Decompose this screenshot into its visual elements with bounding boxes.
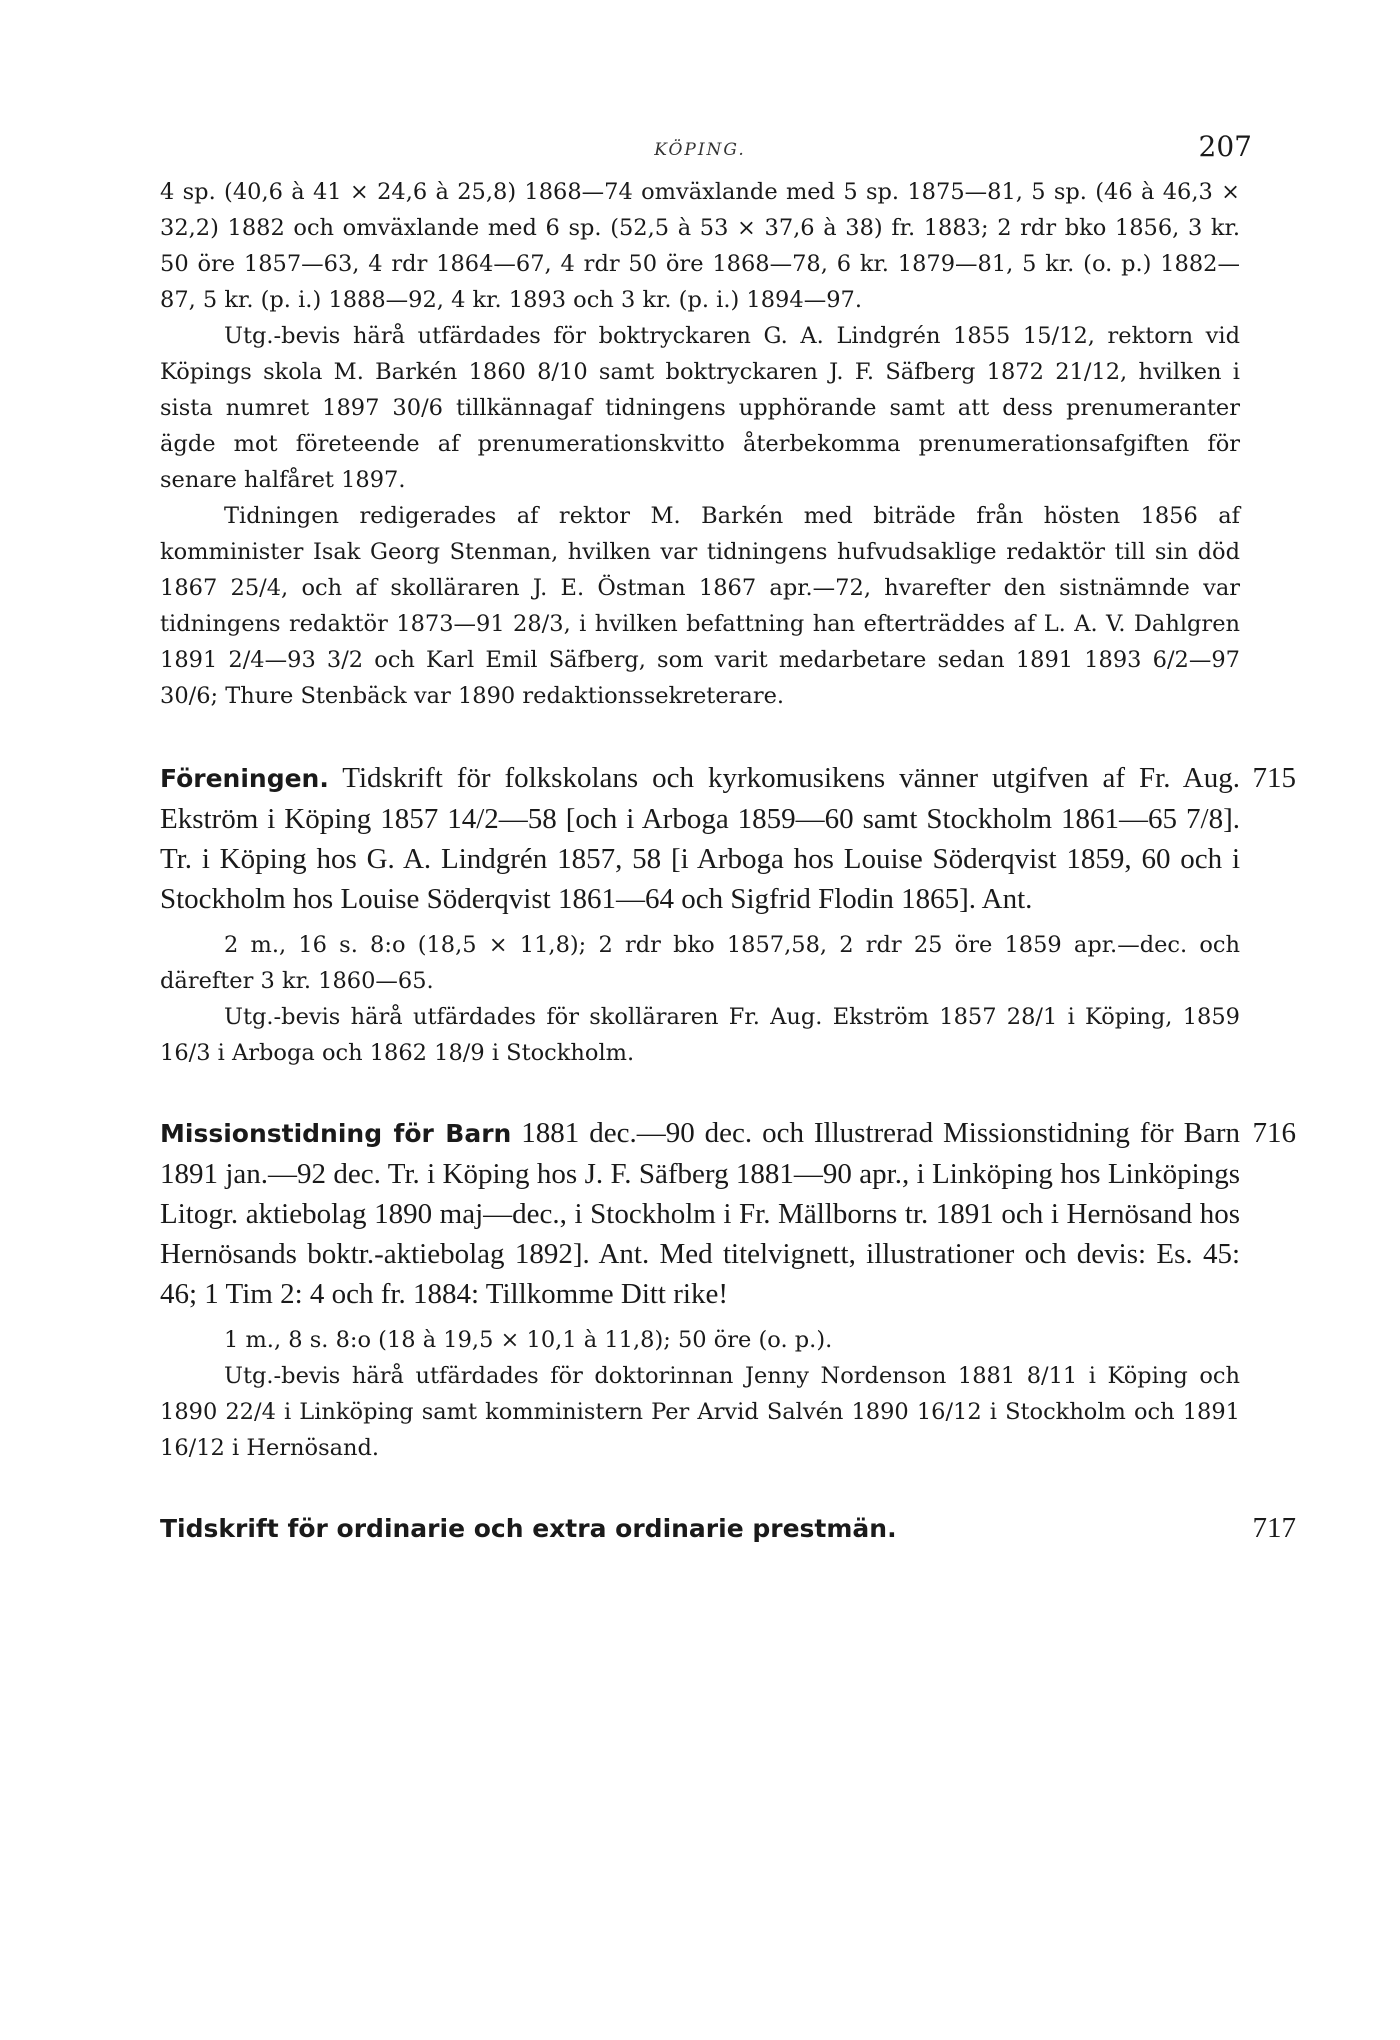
entry-title: Tidskrift för ordinarie och extra ordinarie prestmän.	[160, 1514, 897, 1543]
document-page	[160, 130, 1296, 1577]
entry-heading	[160, 1508, 1240, 1549]
redaktion-paragraph: Tidningen redigerades af rektor M. Barkén med biträde från hösten 1856 af komminister Isak Georg Stenman, hvilken var tidningens hufvudsaklige redaktör till sin död 1867 25/4, och af skolläraren J. E. Östman 1867 apr.—72, hvarefter den sistnämnde var tidningens redaktör 1873—91 28/3, i hvilken befattning han efterträddes af L. A. V. Dahlgren 1891 2/4—93 3/2 och Karl Emil Säfberg, som varit medarbetare sedan 1891 1893 6/2—97 30/6; Thure Stenbäck var 1890 redaktionssekreterare.	[160, 503, 1240, 709]
entry-title: Föreningen.	[160, 764, 329, 793]
entry-body: Tidskrift för folkskolans och kyrkomusikens vänner utgifven af Fr. Aug. Ekström i Köping 1857 14/2—58 [och i Arboga 1859—60 samt Stockholm 1861—65 7/8]. Tr. i Köping hos G. A. Lindgrén 1857, 58 [i Arboga hos Louise Söderqvist 1859, 60 och i Stockholm hos Louise Söderqvist 1861—64 och Sigfrid Flodin 1865]. Ant.	[160, 762, 1240, 915]
utg-bevis-paragraph: Utg.-bevis härå utfärdades för boktryckaren G. A. Lindgrén 1855 15/12, rektorn vid Köpings skola M. Barkén 1860 8/10 samt boktryckaren J. F. Säfberg 1872 21/12, hvilken i sista numret 1897 30/6 tillkännagaf tidningens upphörande samt att dess prenumeranter ägde mot företeende af prenumerationskvitto återbekomma prenumerationsafgiften för senare halfåret 1897.	[160, 323, 1240, 493]
running-head: KÖPING.	[654, 140, 746, 160]
entry-number: 717	[1252, 1512, 1296, 1544]
entry-format: 2 m., 16 s. 8:o (18,5 × 11,8); 2 rdr bko 1857,58, 2 rdr 25 öre 1859 apr.—dec. och därefter 3 kr. 1860—65.	[160, 932, 1240, 994]
entry-utg-bevis: Utg.-bevis härå utfärdades för skolläraren Fr. Aug. Ekström 1857 28/1 i Köping, 1859 16/3 i Arboga och 1862 18/9 i Stockholm.	[160, 1004, 1240, 1066]
entry-utg-bevis: Utg.-bevis härå utfärdades för doktorinnan Jenny Nordenson 1881 8/11 i Köping och 1890 22/4 i Linköping samt komministern Per Arvid Salvén 1890 16/12 i Stockholm och 1891 16/12 i Hernösand.	[160, 1363, 1240, 1461]
entry-716	[160, 1113, 1296, 1466]
top-block	[160, 174, 1240, 714]
entry-717	[160, 1508, 1296, 1549]
entry-715	[160, 758, 1296, 1071]
entry-details	[160, 927, 1240, 1071]
entry-number: 716	[1252, 1117, 1296, 1149]
page-number: 207	[1198, 130, 1252, 163]
entry-body: 1881 dec.—90 dec. och Illustrerad Missionstidning för Barn 1891 jan.—92 dec. Tr. i Köping hos J. F. Säfberg 1881—90 apr., i Linköping hos Linköpings Litogr. aktiebolag 1890 maj—dec., i Stockholm i Fr. Mällborns tr. 1891 och i Hernösand hos Hernösands boktr.-aktiebolag 1892]. Ant. Med titelvignett, illustrationer och devis: Es. 45: 46; 1 Tim 2: 4 och fr. 1884: Tillkomme Ditt rike!	[160, 1117, 1240, 1310]
format-paragraph: 4 sp. (40,6 à 41 × 24,6 à 25,8) 1868—74 omväxlande med 5 sp. 1875—81, 5 sp. (46 à 46,3 × 32,2) 1882 och omväxlande med 6 sp. (52,5 à 53 × 37,6 à 38) fr. 1883; 2 rdr bko 1856, 3 kr. 50 öre 1857—63, 4 rdr 1864—67, 4 rdr 50 öre 1868—78, 6 kr. 1879—81, 5 kr. (o. p.) 1882—87, 5 kr. (p. i.) 1888—92, 4 kr. 1893 och 3 kr. (p. i.) 1894—97.	[160, 179, 1240, 313]
entry-heading	[160, 1113, 1240, 1314]
entry-number: 715	[1252, 762, 1296, 794]
page-header	[160, 130, 1252, 174]
entry-heading	[160, 758, 1240, 919]
entry-format: 1 m., 8 s. 8:o (18 à 19,5 × 10,1 à 11,8); 50 öre (o. p.).	[224, 1327, 833, 1353]
entry-title: Missionstidning för Barn	[160, 1119, 512, 1148]
entry-details	[160, 1322, 1240, 1466]
